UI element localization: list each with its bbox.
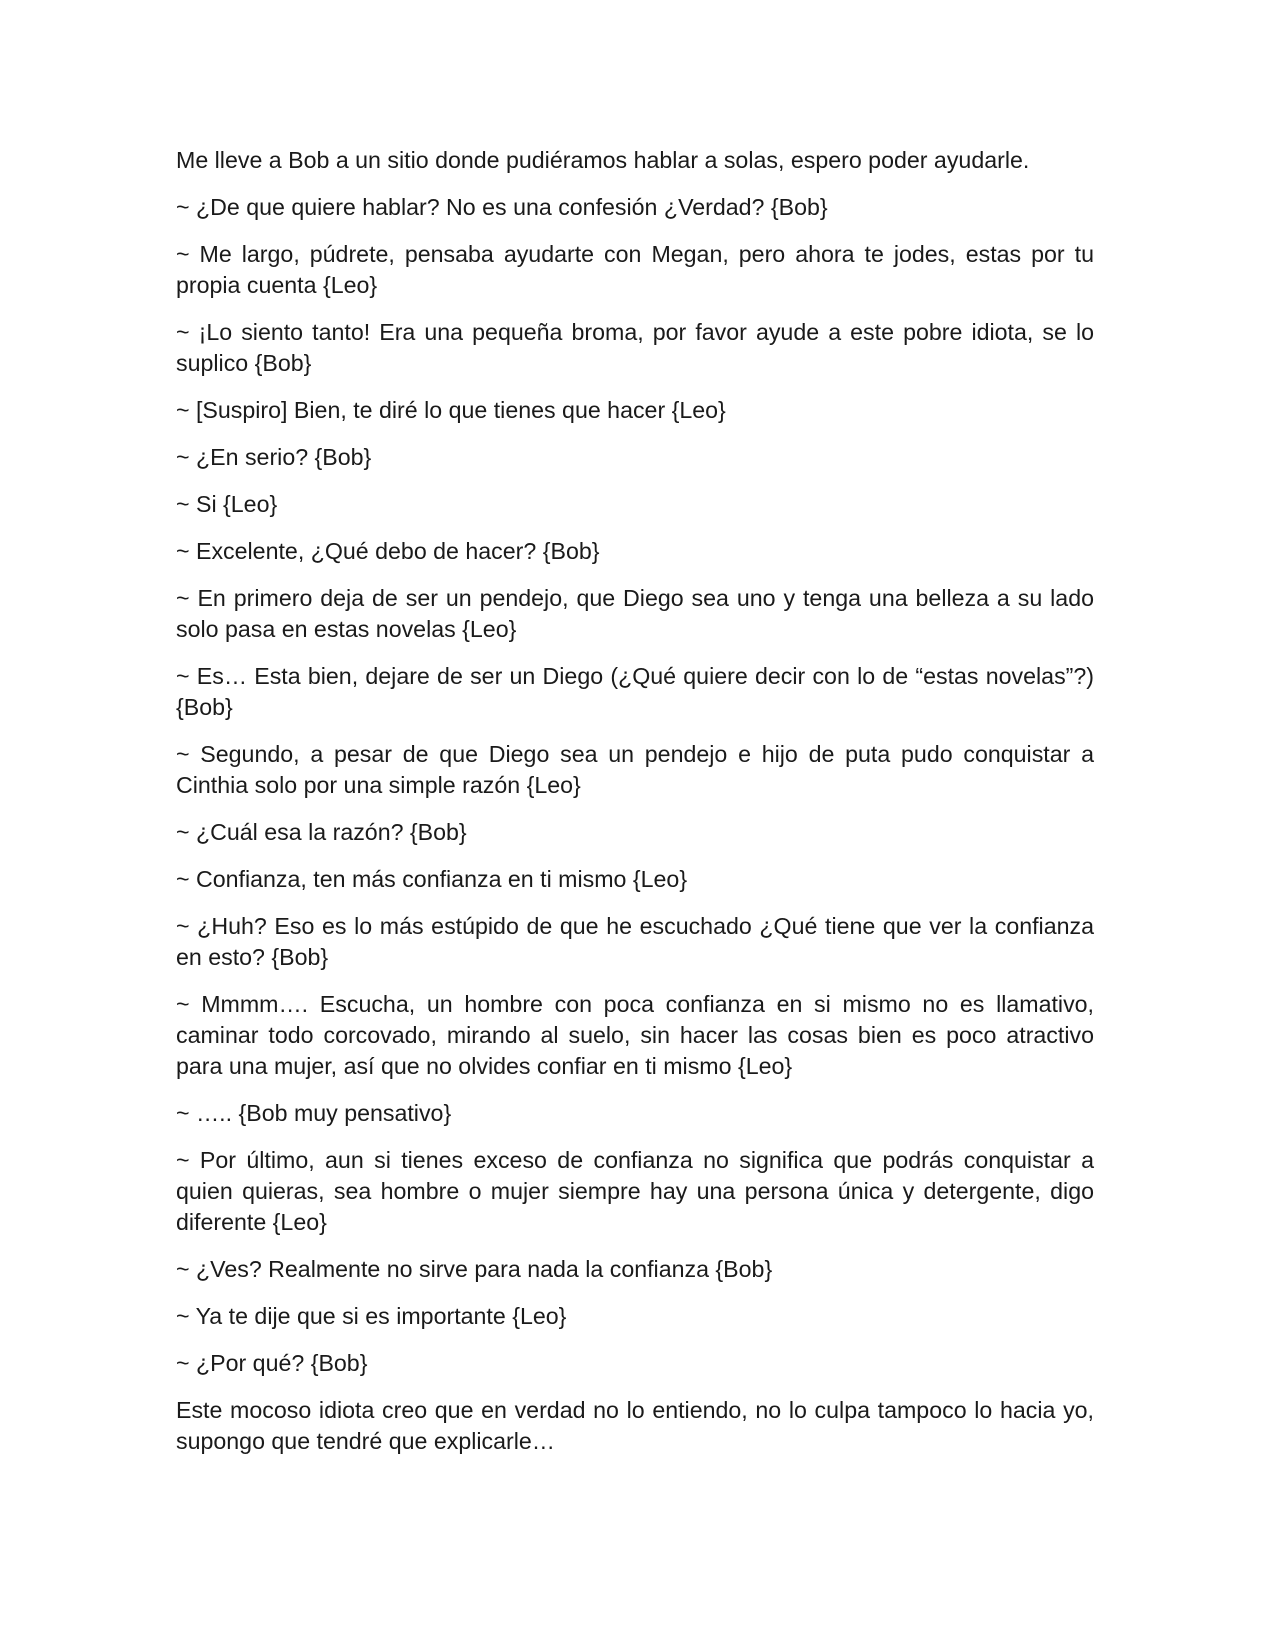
- dialogue-line: ~ En primero deja de ser un pendejo, que Diego sea uno y tenga una belleza a su lado solo pasa en estas novelas {Leo}: [176, 585, 1094, 642]
- dialogue-line: ~ Si {Leo}: [176, 491, 278, 517]
- dialogue-line: ~ ¿De que quiere hablar? No es una confesión ¿Verdad? {Bob}: [176, 194, 828, 220]
- dialogue-line: ~ ¿En serio? {Bob}: [176, 444, 372, 470]
- dialogue-line: ~ ¿Huh? Eso es lo más estúpido de que he escuchado ¿Qué tiene que ver la confianza en esto? {Bob}: [176, 913, 1094, 970]
- dialogue-line: ~ Confianza, ten más confianza en ti mismo {Leo}: [176, 866, 688, 892]
- document-body: [176, 145, 1094, 1473]
- dialogue-line: ~ ….. {Bob muy pensativo}: [176, 1100, 452, 1126]
- dialogue-line: ~ Me largo, púdrete, pensaba ayudarte con Megan, pero ahora te jodes, estas por tu propia cuenta {Leo}: [176, 241, 1094, 298]
- dialogue-line: ~ Ya te dije que si es importante {Leo}: [176, 1303, 567, 1329]
- narration-paragraph: Este mocoso idiota creo que en verdad no lo entiendo, no lo culpa tampoco lo hacia yo, supongo que tendré que explicarle…: [176, 1397, 1094, 1454]
- narration-paragraph: Me lleve a Bob a un sitio donde pudiéramos hablar a solas, espero poder ayudarle.: [176, 147, 1030, 173]
- dialogue-line: ~ Excelente, ¿Qué debo de hacer? {Bob}: [176, 538, 600, 564]
- dialogue-line: ~ ¿Ves? Realmente no sirve para nada la confianza {Bob}: [176, 1256, 773, 1282]
- dialogue-line: ~ ¿Por qué? {Bob}: [176, 1350, 368, 1376]
- dialogue-line: ~ ¿Cuál esa la razón? {Bob}: [176, 819, 467, 845]
- dialogue-line: ~ Segundo, a pesar de que Diego sea un pendejo e hijo de puta pudo conquistar a Cinthia solo por una simple razón {Leo}: [176, 741, 1094, 798]
- dialogue-line: ~ ¡Lo siento tanto! Era una pequeña broma, por favor ayude a este pobre idiota, se lo suplico {Bob}: [176, 319, 1094, 376]
- dialogue-line: ~ Mmmm…. Escucha, un hombre con poca confianza en si mismo no es llamativo, caminar todo corcovado, mirando al suelo, sin hacer las cosas bien es poco atractivo para una mujer, así que no olvides confiar en ti mismo {Leo}: [176, 991, 1094, 1079]
- dialogue-line: ~ Por último, aun si tienes exceso de confianza no significa que podrás conquistar a quien quieras, sea hombre o mujer siempre hay una persona única y detergente, digo diferente {Leo}: [176, 1147, 1094, 1235]
- dialogue-line: ~ Es… Esta bien, dejare de ser un Diego (¿Qué quiere decir con lo de “estas novelas”?) {Bob}: [176, 663, 1094, 720]
- dialogue-line: ~ [Suspiro] Bien, te diré lo que tienes que hacer {Leo}: [176, 397, 726, 423]
